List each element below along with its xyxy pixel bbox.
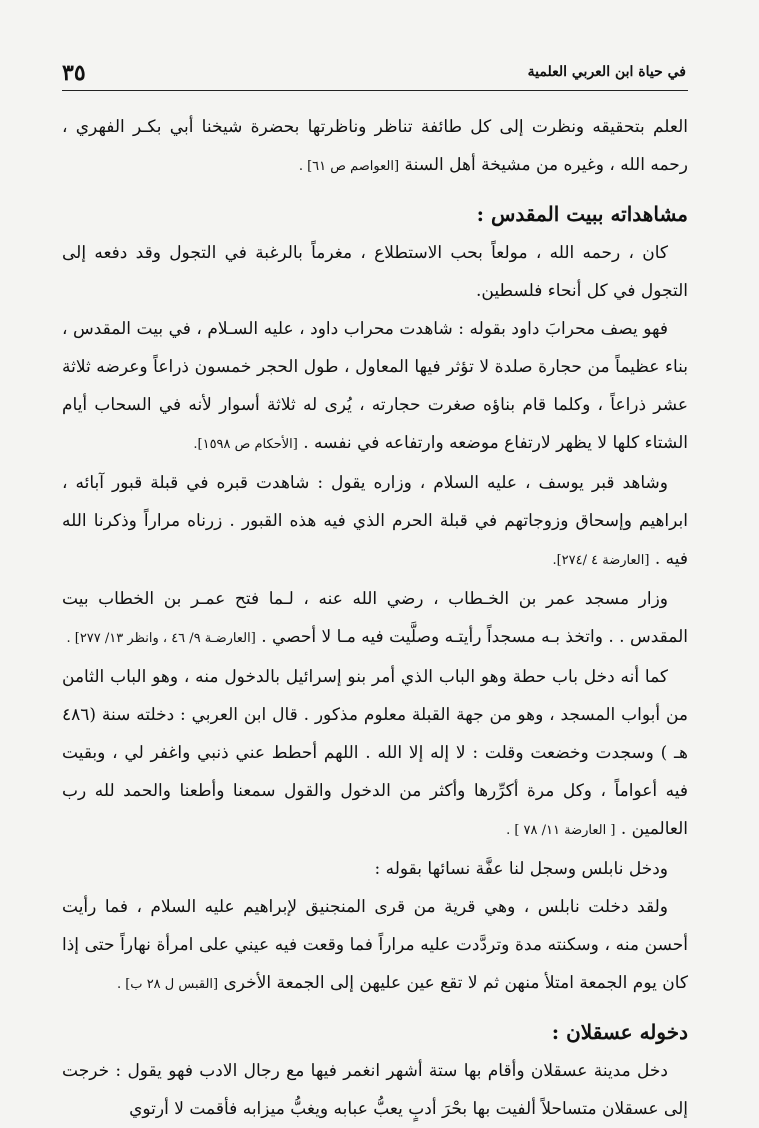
citation: [الأحكام ص ١٥٩٨]. <box>193 437 298 452</box>
paragraph <box>62 310 688 464</box>
paragraph-text: فهو يصف محرابَ داود بقوله : شاهدت محراب داود ، عليه السـلام ، في بيت المقدس ، بناء عظيماً من حجارة صلدة لا تؤثر فيها المعاول ، طول الحجر خمسون ذراعاً وعرضه ثلاثة عشر ذراعاً ، وكلما قام بناؤه صغرت حجارته ، يُرى له ثلاثة أسوار لأنه في السحاب أيام الشتاء كلها لا يظهر لارتفاع موضعه وارتفاعه في نفسه . <box>62 319 688 453</box>
paragraph-text: ولقد دخلت نابلس ، وهي قرية من قرى المنجنيق لإبراهيم عليه السلام ، فما رأيت أحسن منه ، وسكنته مدة وتردَّدت عليه مراراً فما وقعت فيه عيني على امرأة نهاراً حتى إذا كان يوم الجمعة امتلأ منهن ثم لا تقع عين عليهن إلى الجمعة الأخرى <box>62 897 688 993</box>
page-number: ٣٥ <box>62 60 86 86</box>
paragraph <box>62 850 688 888</box>
paragraph <box>62 108 688 186</box>
paragraph-text: العلم بتحقيقه ونظرت إلى كل طائفة تناظر وناظرتها بحضرة شيخنا أبي بكـر الفهري ، رحمه الله ، وغيره من مشيخة أهل السنة <box>62 117 688 175</box>
paragraph <box>62 888 688 1004</box>
page-body <box>62 108 688 1128</box>
paragraph-text: كما أنه دخل باب حطة وهو الباب الذي أمر بنو إسرائيل بالدخول منه ، وهو الباب الثامن من أبواب المسجد ، وهو من جهة القبلة معلوم مذكور . قال ابن العربي : دخلته سنة (٤٨٦ هـ ) وسجدت وخضعت وقلت : لا إله إلا الله . اللهم أحطط عني ذنبي واغفر لي ، وبقيت فيه أعواماً ، وكل مرة أكرِّرها وأكثر من الدخول والقول سمعنا وأطعنا والحمد لله رب العالمين . <box>62 667 688 839</box>
paragraph-text: وزار مسجد عمر بن الخـطاب ، رضي الله عنه ، لـما فتح عمـر بن الخطاب بيت المقدس . . واتخذ بـه مسجداً رأيتـه وصلَّيت فيه مـا لا أحصي . <box>62 589 688 647</box>
paragraph-text: وشاهد قبر يوسف ، عليه السلام ، وزاره يقول : شاهدت قبره في قبلة قبور آبائه ، ابراهيم وإسحاق وزوجاتهم في قبلة الحرم الذي فيه هذه القبور . زرناه مراراً وذكرنا الله فيه . <box>62 473 688 569</box>
paragraph-text: ودخل نابلس وسجل لنا عفَّة نسائها بقوله : <box>374 859 668 879</box>
paragraph-text: دخل مدينة عسقلان وأقام بها ستة أشهر انغمر فيها مع رجال الادب فهو يقول : خرجت إلى عسقلان متساحلاً ألفيت بها بحْرَ أدبٍ يعبُّ عبابه ويغبُّ ميزابه فأقمت لا أرتوي <box>62 1061 688 1119</box>
paragraph <box>62 234 688 310</box>
citation: [القبس ل ٢٨ ب] . <box>116 977 219 992</box>
paragraph <box>62 580 688 658</box>
running-title: في حياة ابن العربي العلمية <box>527 64 686 80</box>
paragraph-text: كان ، رحمه الله ، مولعاً بحب الاستطلاع ، مغرماً بالرغبة في التجول وقد دفعه إلى التجول في كل أنحاء فلسطين. <box>62 243 688 301</box>
paragraph <box>62 658 688 850</box>
citation: [العواصم ص ٦١] . <box>298 159 400 174</box>
citation: [العارضـة ٩/ ٤٦ ، وانظر ١٣/ ٢٧٧] . <box>66 631 256 646</box>
paragraph <box>62 464 688 580</box>
section-heading: دخوله عسقلان : <box>551 1020 688 1044</box>
citation: [العارضة ٤ /٢٧٤]. <box>552 553 650 568</box>
citation: [ العارضة ١١/ ٧٨ ] . <box>506 823 616 838</box>
page-header <box>62 58 688 91</box>
section-heading: مشاهداته ببيت المقدس : <box>476 202 688 226</box>
paragraph <box>62 1052 688 1128</box>
